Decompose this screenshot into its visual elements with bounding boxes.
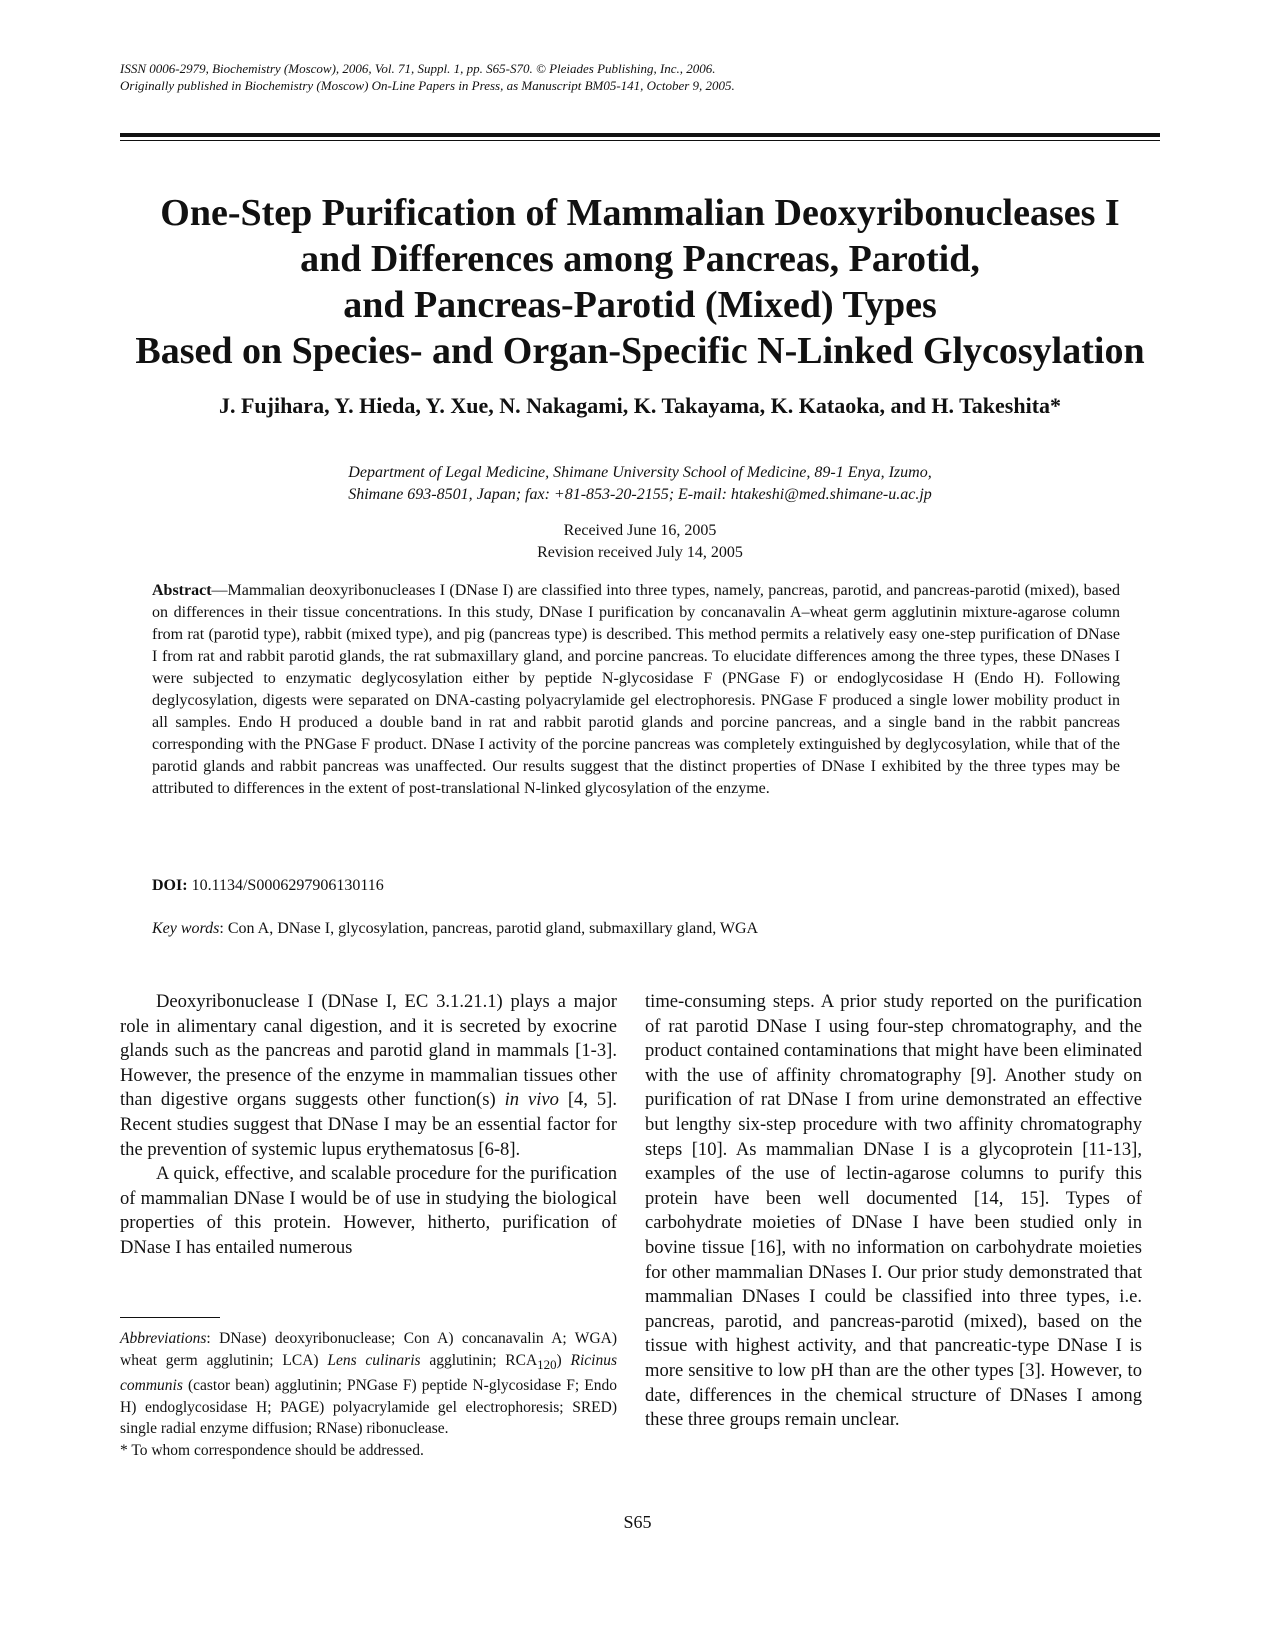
- abbr-rca-subscript: 120: [537, 1356, 557, 1372]
- abbreviations-label: Abbreviations: [120, 1330, 207, 1347]
- keywords: [152, 918, 1120, 940]
- affiliation-line-2: Shimane 693-8501, Japan; fax: +81-853-20-2155; E-mail: htakeshi@med.shimane-u.ac.jp: [348, 486, 932, 503]
- abbr-lens-culinaris: Lens culinaris: [327, 1351, 421, 1369]
- body-column-left: [120, 990, 617, 1261]
- correspondence-footnote: * To whom correspondence should be addressed.: [120, 1441, 424, 1459]
- body-paragraph-2: A quick, effective, and scalable procedure for the purification of mammalian DNase I would be of use in studying the biological properties of this protein. However, hitherto, purification of DNase I has entailed numerous: [120, 1163, 617, 1258]
- title-line-3: and Pancreas-Parotid (Mixed) Types: [343, 284, 937, 326]
- abstract-label: Abstract: [152, 582, 212, 599]
- author-list: J. Fujihara, Y. Hieda, Y. Xue, N. Nakagami, K. Takayama, K. Kataoka, and H. Takeshita*: [218, 393, 1062, 418]
- abbreviations-footnote: [120, 1328, 617, 1440]
- body-p1-text-b: [4, 5]. Recent studies suggest that DNase I may be an essential factor for the prevention of systemic lupus erythematosus [6-8].: [120, 1089, 617, 1160]
- abbr-text-4: (castor bean) agglutinin; PNGase F) peptide N-glycosidase F; Endo H) endoglycosidase H; PAGE) polyacrylamide gel electrophoresis; SRED) single radial enzyme diffusion; RNase) ribonuclease.: [120, 1377, 617, 1438]
- paper-title: [100, 190, 1180, 374]
- body-column-right: [645, 990, 1142, 1433]
- abbr-ricinus-communis: Ricinus communis: [120, 1351, 617, 1395]
- abstract-text: —Mammalian deoxyribonucleases I (DNase I) are classified into three types, namely, pancreas, parotid, and pancreas-parotid (mixed), based on differences in their tissue concentrations. In this study, DNase I purification by concanavalin A–wheat germ agglutinin mixture-agarose column from rat (parotid type), rabbit (mixed type), and pig (pancreas type) is described. This method permits a relatively easy one-step purification of DNase I from rat and rabbit parotid glands, the rat submaxillary gland, and porcine pancreas. To elucidate differences among the three types, these DNases I were subjected to enzymatic deglycosylation either by peptide N-glycosidase F (PNGase F) or endoglycosidase H (Endo H). Following deglycosylation, digests were separated on DNA-casting polyacrylamide gel electrophoresis. PNGase F produced a single lower mobility product in all samples. Endo H produced a double band in rat and rabbit parotid glands and porcine pancreas, and a single band in the rabbit pancreas corresponding with the PNGase F product. DNase I activity of the porcine pancreas was completely extinguished by deglycosylation, while that of the parotid glands and rabbit pancreas was unaffected. Our results suggest that the distinct properties of DNase I exhibited by the three types may be attributed to differences in the extent of post-translational N-linked glycosylation of the enzyme.: [152, 582, 1120, 797]
- keywords-value: : Con A, DNase I, glycosylation, pancreas, parotid gland, submaxillary gland, WGA: [219, 920, 759, 937]
- footnote-rule: [120, 1317, 220, 1318]
- abbr-text-3: ): [556, 1351, 571, 1369]
- body-p1-text-a: Deoxyribonuclease I (DNase I, EC 3.1.21.1) plays a major role in alimentary canal digestion, and it is secreted by exocrine glands such as the pancreas and parotid gland in mammals [1-3]. However, the presence of the enzyme in mammalian tissues other than digestive organs suggests other function(s): [120, 991, 617, 1111]
- affiliation-line-1: Department of Legal Medicine, Shimane University School of Medicine, 89-1 Enya, Izumo,: [348, 464, 932, 481]
- running-head-line-2: Originally published in Biochemistry (Moscow) On-Line Papers in Press, as Manuscript BM05-141, October 9, 2005.: [120, 78, 735, 93]
- running-head: [120, 60, 1160, 94]
- revision-date: Revision received July 14, 2005: [537, 544, 743, 561]
- body-paragraph-1: [120, 990, 617, 1162]
- body-p1-italic: in vivo: [504, 1089, 559, 1111]
- affiliation: [160, 462, 1120, 506]
- keywords-label: Key words: [152, 920, 220, 937]
- header-rule-thick: [120, 133, 1160, 137]
- title-line-2: and Differences among Pancreas, Parotid,: [300, 238, 980, 280]
- footnotes: [120, 1328, 617, 1461]
- doi-value: 10.1134/S0006297906130116: [191, 877, 384, 894]
- header-rule-thin: [120, 140, 1160, 141]
- body-paragraph-2-continued: time-consuming steps. A prior study reported on the purification of rat parotid DNase I using four-step chromatography, and the product contained contaminations that might have been eliminated with the use of affinity chromatography [9]. Another study on purification of rat DNase I from urine demonstrated an effective but lengthy six-step procedure with two affinity chromatography steps [10]. As mammalian DNase I is a glycoprotein [11-13], examples of the use of lectin-agarose columns to purify this protein have been well documented [14, 15]. Types of carbohydrate moieties of DNase I have been studied only in bovine tissue [16], with no information on carbohydrate moieties for other mammalian DNases I. Our prior study demonstrated that mammalian DNases I could be classified into three types, i.e. pancreas, parotid, and pancreas-parotid (mixed), based on the tissue with highest activity, and that pancreatic-type DNase I is more sensitive to low pH than are the other types [3]. However, to date, differences in the chemical structure of DNases I among these three groups remain unclear.: [645, 991, 1142, 1431]
- title-line-1: One-Step Purification of Mammalian Deoxyribonucleases I: [160, 192, 1120, 234]
- doi: [152, 875, 1120, 897]
- abbr-text-2: agglutinin; RCA: [420, 1351, 538, 1369]
- received-dates: [160, 520, 1120, 564]
- received-date: Received June 16, 2005: [563, 522, 717, 539]
- page-number: S65: [623, 1512, 652, 1532]
- running-head-line-1: ISSN 0006-2979, Biochemistry (Moscow), 2006, Vol. 71, Suppl. 1, pp. S65-S70. © Pleiades Publishing, Inc., 2006.: [120, 61, 716, 76]
- doi-label: DOI:: [152, 877, 188, 894]
- title-line-4: Based on Species- and Organ-Specific N-Linked Glycosylation: [135, 330, 1145, 372]
- abbr-text-1: : DNase) deoxyribonuclease; Con A) concanavalin A; WGA) wheat germ agglutinin; LCA): [120, 1330, 617, 1369]
- abstract: [152, 580, 1120, 800]
